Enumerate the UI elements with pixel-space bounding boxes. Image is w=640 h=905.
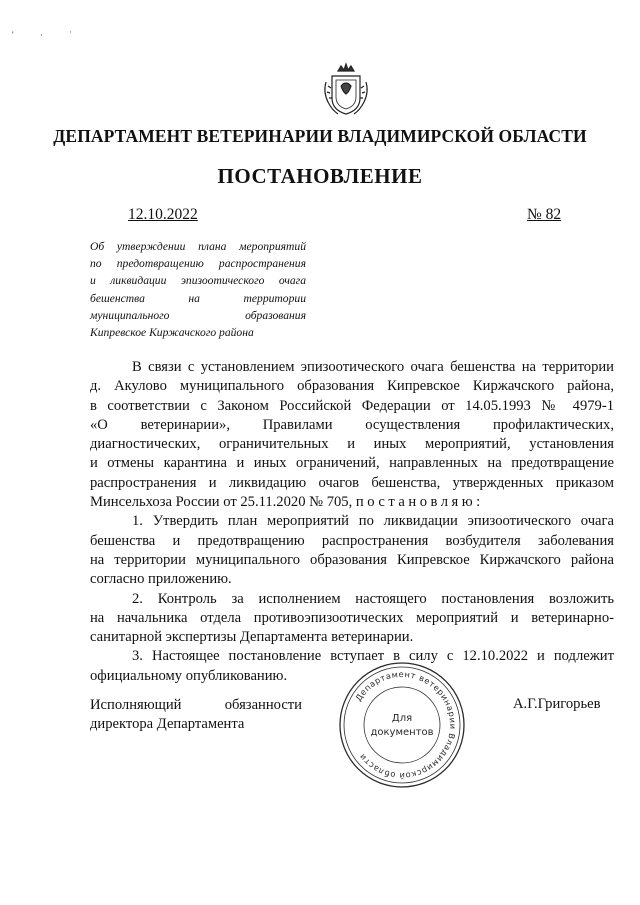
body-line: распространения и ликвидацию очагов бешенства, утвержденных приказом — [90, 474, 614, 491]
item-2-line: санитарной экспертизы Департамента ветеринарии. — [90, 629, 414, 646]
body-line — [90, 493, 614, 512]
stamp-center-line: Для — [391, 713, 413, 724]
scan-marks: ' · ˙ — [12, 30, 85, 40]
body-line: В связи с установлением эпизоотического очага бешенства на территории — [132, 359, 614, 375]
decree-word: постановляю: — [355, 494, 484, 511]
body-line: и отмены карантина и иных ограничений, направленных на предотвращение — [90, 455, 614, 472]
item-3-line: официальному опубликованию. — [90, 667, 288, 684]
subject-line: Об утверждении плана мероприятий — [90, 240, 306, 253]
stamp-center-line: документов — [370, 727, 434, 738]
subject-line: бешенства на территории — [90, 291, 306, 305]
document-date: 12.10.2022 — [128, 206, 198, 223]
item-1-line: согласно приложению. — [90, 571, 232, 588]
signatory-name: А.Г.Григорьев — [513, 696, 601, 712]
subject-line: муниципального образования — [90, 308, 306, 322]
item-2-line: на начальника отдела противоэпизоотических мероприятий и ветеринарно- — [90, 609, 614, 626]
body-line: д. Акулово муниципального образования Кипревское Киржачского района, — [90, 378, 614, 395]
subject-line: и ликвидации эпизоотического очага — [90, 274, 306, 288]
document-subject — [90, 238, 306, 341]
item-1-line: на территории муниципального образования Кипревское Киржачского района — [90, 551, 614, 568]
signatory-position — [90, 696, 302, 735]
document-number: № 82 — [527, 206, 562, 223]
body-line: в соответствии с Законом Российской Федерации от 14.05.1993 № 4979-1 — [90, 397, 614, 414]
body-line: диагностических, ограничительных и иных мероприятий, установления — [90, 436, 614, 453]
svg-text:Департамент ветеринарии Владим — [353, 669, 458, 781]
document-type: ПОСТАНОВЛЕНИЕ — [217, 164, 423, 188]
coat-of-arms-icon — [322, 62, 370, 118]
body-line: «О ветеринарии», Правилами осуществления профилактических, — [90, 416, 614, 433]
department-name: ДЕПАРТАМЕНТ ВЕТЕРИНАРИИ ВЛАДИМИРСКОЙ ОБЛАСТИ — [53, 126, 587, 146]
subject-line: Кипревское Киржачского района — [90, 326, 254, 340]
stamp-ring-text: Департамент ветеринарии Владимирской области — [353, 668, 459, 782]
signatory-position-line: Исполняющий обязанности — [90, 697, 302, 713]
item-1-line: бешенства и предотвращению распространения возбудителя заболевания — [90, 532, 614, 549]
item-3-line: 3. Настоящее постановление вступает в силу с 12.10.2022 и подлежит — [132, 648, 614, 665]
body-line-text: Минсельхоза России от 25.11.2020 № 705, — [90, 494, 356, 511]
official-stamp — [337, 660, 467, 790]
item-1-line: 1. Утвердить план мероприятий по ликвидации эпизоотического очага — [132, 513, 614, 530]
subject-line: по предотвращению распространения — [90, 257, 306, 271]
signatory-position-line: директора Департамента — [90, 716, 245, 733]
document-body — [90, 358, 614, 686]
item-2-line: 2. Контроль за исполнением настоящего постановления возложить — [132, 590, 614, 607]
